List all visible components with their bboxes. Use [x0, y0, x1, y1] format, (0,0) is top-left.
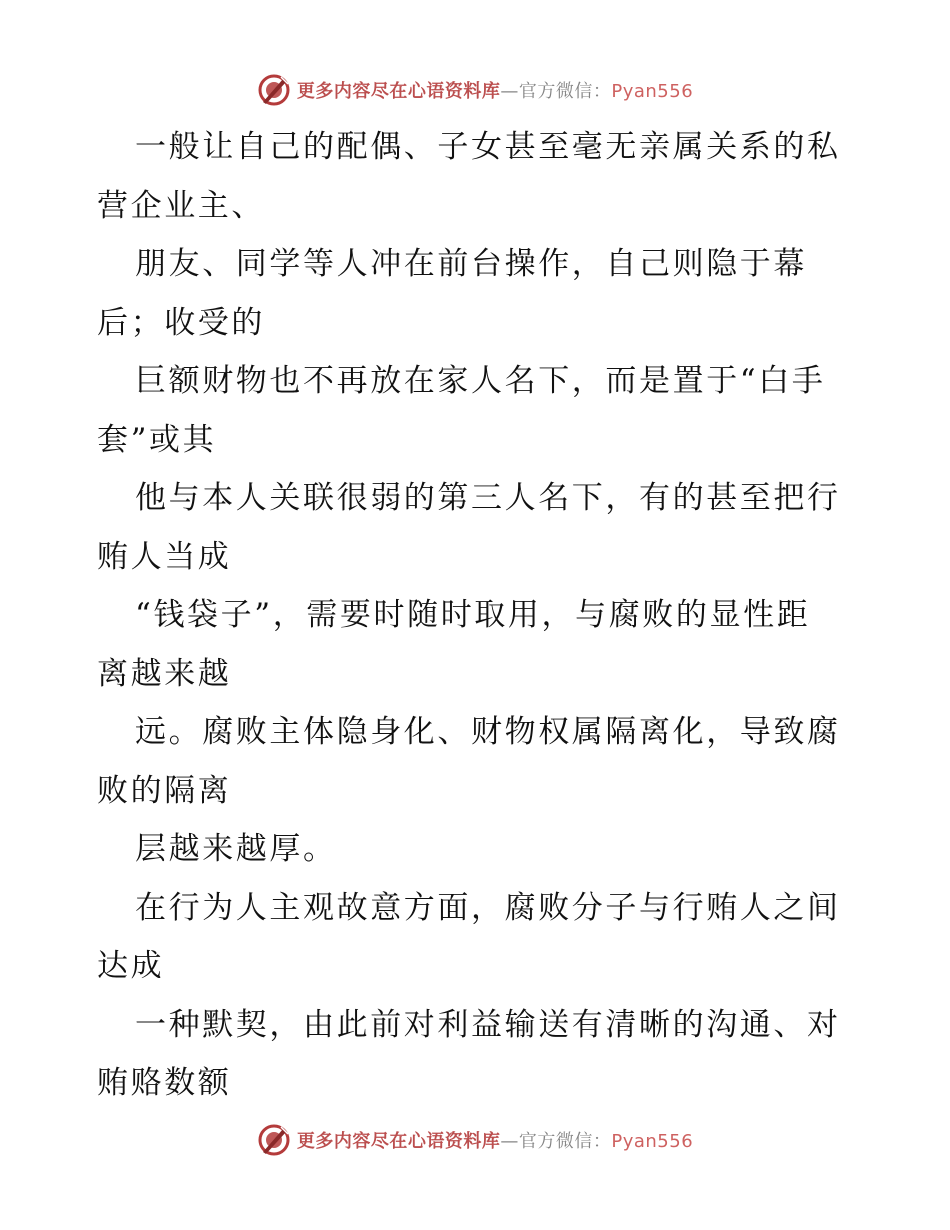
text-line-3 — [97, 352, 877, 469]
footer-watermark — [0, 1120, 950, 1160]
watermark-site-text: 更多内容尽在心语资料库 — [296, 1131, 501, 1152]
text-line-5-rest: 离越来越 — [97, 655, 232, 692]
watermark-wechat-label: 官方微信： — [518, 1131, 612, 1152]
red-seal-quill-icon — [257, 1123, 291, 1157]
text-line-2-first: 朋友、同学等人冲在前台操作，自己则隐于幕 — [135, 246, 807, 282]
watermark-text — [297, 77, 693, 103]
text-line-7-first: 层越来越厚。 — [135, 831, 337, 867]
text-line-1-first: 一般让自己的配偶、子女甚至毫无亲属关系的私 — [135, 129, 841, 165]
text-line-8-rest: 达成 — [97, 948, 165, 984]
text-line-4-first: 他与本人关联很弱的第三人名下，有的甚至把行 — [135, 480, 841, 516]
watermark-wechat-id: Pyan556 — [611, 1131, 694, 1152]
document-body — [97, 118, 877, 1113]
watermark-dash: — — [500, 81, 519, 102]
text-line-5 — [97, 586, 877, 703]
text-line-1 — [97, 118, 877, 235]
text-line-8 — [97, 879, 877, 996]
text-line-3-first: 巨额财物也不再放在家人名下，而是置于“白手 — [135, 363, 826, 399]
watermark-wechat-id: Pyan556 — [611, 81, 694, 102]
text-line-9-rest: 贿赂数额 — [97, 1065, 232, 1101]
watermark-text — [297, 1127, 693, 1153]
text-line-4 — [97, 469, 877, 586]
text-line-8-first: 在行为人主观故意方面，腐败分子与行贿人之间 — [135, 889, 841, 926]
text-line-6-rest: 败的隔离 — [97, 772, 232, 809]
watermark-site-text: 更多内容尽在心语资料库 — [296, 81, 501, 102]
text-line-2-rest: 后；收受的 — [97, 304, 265, 341]
header-watermark — [0, 70, 950, 110]
watermark-wechat-label: 官方微信： — [518, 81, 612, 102]
text-line-7 — [97, 820, 877, 879]
text-line-6 — [97, 703, 877, 820]
watermark-dash: — — [500, 1131, 519, 1152]
text-line-1-rest: 营企业主、 — [97, 187, 265, 224]
text-line-3-rest: 套”或其 — [97, 421, 217, 458]
text-line-6-first: 远。腐败主体隐身化、财物权属隔离化，导致腐 — [135, 714, 841, 750]
text-line-9 — [97, 996, 877, 1113]
red-seal-quill-icon — [257, 73, 291, 107]
text-line-4-rest: 贿人当成 — [97, 538, 232, 575]
text-line-2 — [97, 235, 877, 352]
text-line-9-first: 一种默契，由此前对利益输送有清晰的沟通、对 — [135, 1006, 841, 1043]
text-line-5-first: “钱袋子”，需要时随时取用，与腐败的显性距 — [135, 597, 811, 633]
